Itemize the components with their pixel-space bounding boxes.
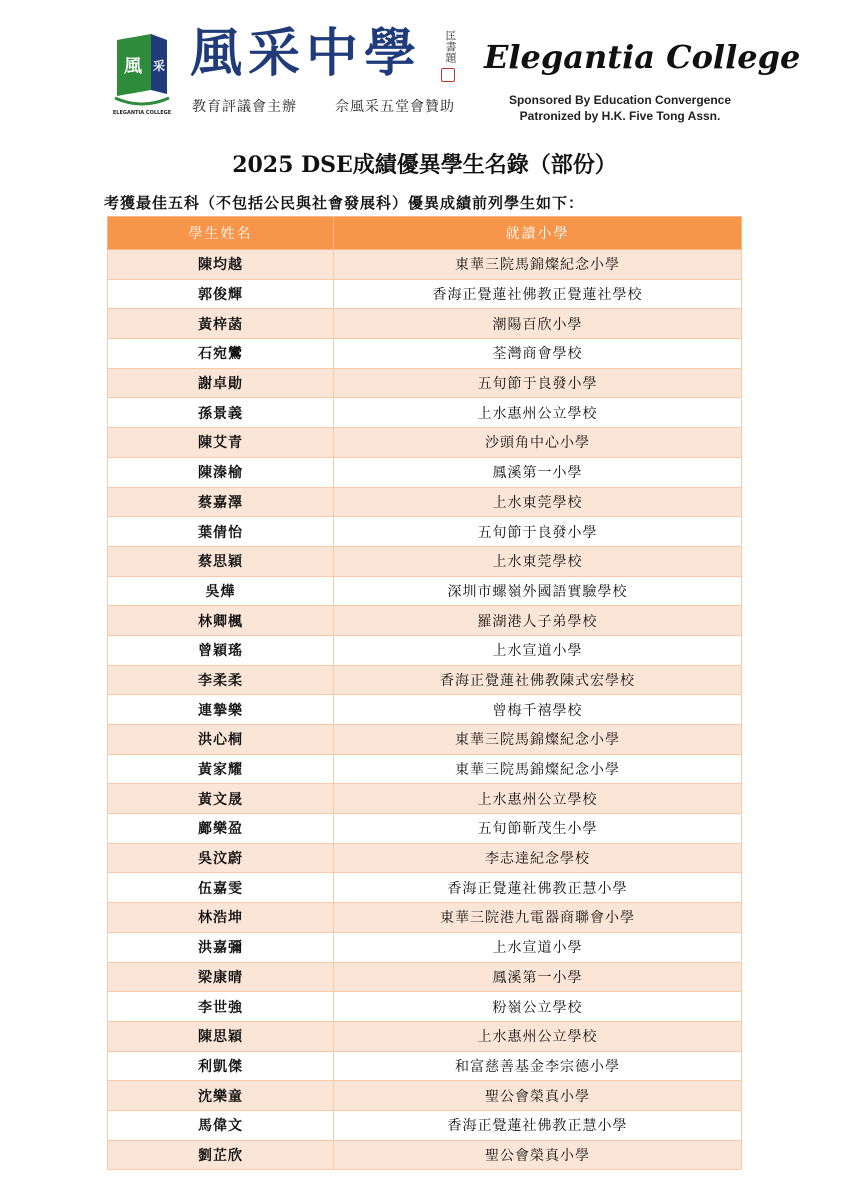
column-header-name: 學生姓名 <box>108 217 334 250</box>
sponsor-line-2: Patronized by H.K. Five Tong Assn. <box>519 109 721 123</box>
student-name: 吳燁 <box>108 576 334 606</box>
table-row <box>108 992 742 1022</box>
primary-school: 上水惠州公立學校 <box>334 398 742 428</box>
student-name: 陳溱榆 <box>108 457 334 487</box>
primary-school: 聖公會榮真小學 <box>334 1140 742 1170</box>
student-name: 連摯樂 <box>108 695 334 725</box>
student-name: 孫景義 <box>108 398 334 428</box>
student-name: 黃家耀 <box>108 754 334 784</box>
table-row <box>108 932 742 962</box>
student-name: 利凱傑 <box>108 1051 334 1081</box>
primary-school: 羅湖港人子弟學校 <box>334 606 742 636</box>
student-name: 陳均越 <box>108 250 334 280</box>
primary-school: 香海正覺蓮社佛教正慧小學 <box>334 873 742 903</box>
table-row <box>108 368 742 398</box>
primary-school: 粉嶺公立學校 <box>334 992 742 1022</box>
table-row <box>108 398 742 428</box>
primary-school: 上水惠州公立學校 <box>334 1021 742 1051</box>
table-row <box>108 428 742 458</box>
student-name: 黃文晟 <box>108 784 334 814</box>
primary-school: 上水惠州公立學校 <box>334 784 742 814</box>
primary-school: 東華三院港九電器商聯會小學 <box>334 903 742 933</box>
primary-school: 上水東莞學校 <box>334 487 742 517</box>
table-row <box>108 814 742 844</box>
svg-text:風: 風 <box>124 56 142 77</box>
student-name: 李柔柔 <box>108 665 334 695</box>
school-logo-icon <box>111 32 173 116</box>
school-name-en: Elegantia College <box>484 38 801 76</box>
table-row <box>108 309 742 339</box>
primary-school: 鳳溪第一小學 <box>334 457 742 487</box>
organizer-text: 教育評議會主辦 <box>192 99 297 115</box>
student-table <box>107 216 742 1170</box>
primary-school: 東華三院馬錦燦紀念小學 <box>334 250 742 280</box>
student-name: 蔡嘉澤 <box>108 487 334 517</box>
student-name: 劉芷欣 <box>108 1140 334 1170</box>
primary-school: 和富慈善基金李宗德小學 <box>334 1051 742 1081</box>
primary-school: 上水宣道小學 <box>334 932 742 962</box>
primary-school: 聖公會榮真小學 <box>334 1081 742 1111</box>
student-name: 洪嘉彌 <box>108 932 334 962</box>
student-name: 梁康晴 <box>108 962 334 992</box>
student-name: 郭俊輝 <box>108 279 334 309</box>
table-row <box>108 903 742 933</box>
sponsor-text-en <box>480 92 760 124</box>
primary-school: 上水東莞學校 <box>334 546 742 576</box>
primary-school: 深圳市螺嶺外國語實驗學校 <box>334 576 742 606</box>
primary-school: 荃灣商會學校 <box>334 339 742 369</box>
primary-school: 五旬節靳茂生小學 <box>334 814 742 844</box>
table-row <box>108 546 742 576</box>
table-body <box>108 250 742 1170</box>
page-header <box>0 0 849 140</box>
table-row <box>108 1110 742 1140</box>
table-row <box>108 576 742 606</box>
student-name: 馬偉文 <box>108 1110 334 1140</box>
table-row <box>108 754 742 784</box>
primary-school: 曾梅千禧學校 <box>334 695 742 725</box>
table-row <box>108 695 742 725</box>
sponsor-text-zh: 佘風采五堂會贊助 <box>335 99 455 115</box>
student-name: 謝卓勛 <box>108 368 334 398</box>
student-name: 伍嘉雯 <box>108 873 334 903</box>
primary-school: 香海正覺蓮社佛教正覺蓮社學校 <box>334 279 742 309</box>
table-row <box>108 843 742 873</box>
student-name: 曾穎瑤 <box>108 635 334 665</box>
student-name: 黃梓菡 <box>108 309 334 339</box>
table-row <box>108 279 742 309</box>
table-row <box>108 457 742 487</box>
sponsor-line-1: Sponsored By Education Convergence <box>508 93 732 107</box>
primary-school: 五旬節于良發小學 <box>334 517 742 547</box>
student-name: 吳汶蔚 <box>108 843 334 873</box>
table-header-row <box>108 217 742 250</box>
student-name: 鄺樂盈 <box>108 814 334 844</box>
school-name-zh: 風采中學 <box>190 23 423 84</box>
primary-school: 香海正覺蓮社佛教正慧小學 <box>334 1110 742 1140</box>
table-row <box>108 635 742 665</box>
svg-text:采: 采 <box>152 59 166 73</box>
table-row <box>108 1081 742 1111</box>
primary-school: 鳳溪第一小學 <box>334 962 742 992</box>
primary-school: 上水宣道小學 <box>334 635 742 665</box>
table-row <box>108 339 742 369</box>
student-name: 石宛鸞 <box>108 339 334 369</box>
table-row <box>108 250 742 280</box>
student-name: 陳艾青 <box>108 428 334 458</box>
intro-text: 考獲最佳五科（不包括公民與社會發展科）優異成績前列學生如下： <box>104 194 585 212</box>
table-row <box>108 725 742 755</box>
table-row <box>108 784 742 814</box>
student-name: 林卿楓 <box>108 606 334 636</box>
seal-stamp-icon <box>441 68 455 82</box>
student-name: 洪心桐 <box>108 725 334 755</box>
table-row <box>108 665 742 695</box>
primary-school: 沙頭角中心小學 <box>334 428 742 458</box>
table-row <box>108 1021 742 1051</box>
primary-school: 東華三院馬錦燦紀念小學 <box>334 754 742 784</box>
student-name: 李世強 <box>108 992 334 1022</box>
primary-school: 五旬節于良發小學 <box>334 368 742 398</box>
table-row <box>108 962 742 992</box>
student-name: 林浩坤 <box>108 903 334 933</box>
primary-school: 潮陽百欣小學 <box>334 309 742 339</box>
table-row <box>108 1140 742 1170</box>
column-header-school: 就讀小學 <box>334 217 742 250</box>
svg-text:ELEGANTIA COLLEGE: ELEGANTIA COLLEGE <box>112 110 172 116</box>
student-name: 沈樂童 <box>108 1081 334 1111</box>
primary-school: 李志達紀念學校 <box>334 843 742 873</box>
student-name: 陳思穎 <box>108 1021 334 1051</box>
table-row <box>108 873 742 903</box>
calligraphy-signature: 匡書題 <box>444 30 457 63</box>
table-row <box>108 1051 742 1081</box>
table-row <box>108 606 742 636</box>
primary-school: 東華三院馬錦燦紀念小學 <box>334 725 742 755</box>
page-title: 2025 DSE成績優異學生名錄（部份） <box>232 152 617 178</box>
primary-school: 香海正覺蓮社佛教陳式宏學校 <box>334 665 742 695</box>
student-name: 蔡思穎 <box>108 546 334 576</box>
student-name: 葉倩怡 <box>108 517 334 547</box>
table-row <box>108 517 742 547</box>
table-row <box>108 487 742 517</box>
